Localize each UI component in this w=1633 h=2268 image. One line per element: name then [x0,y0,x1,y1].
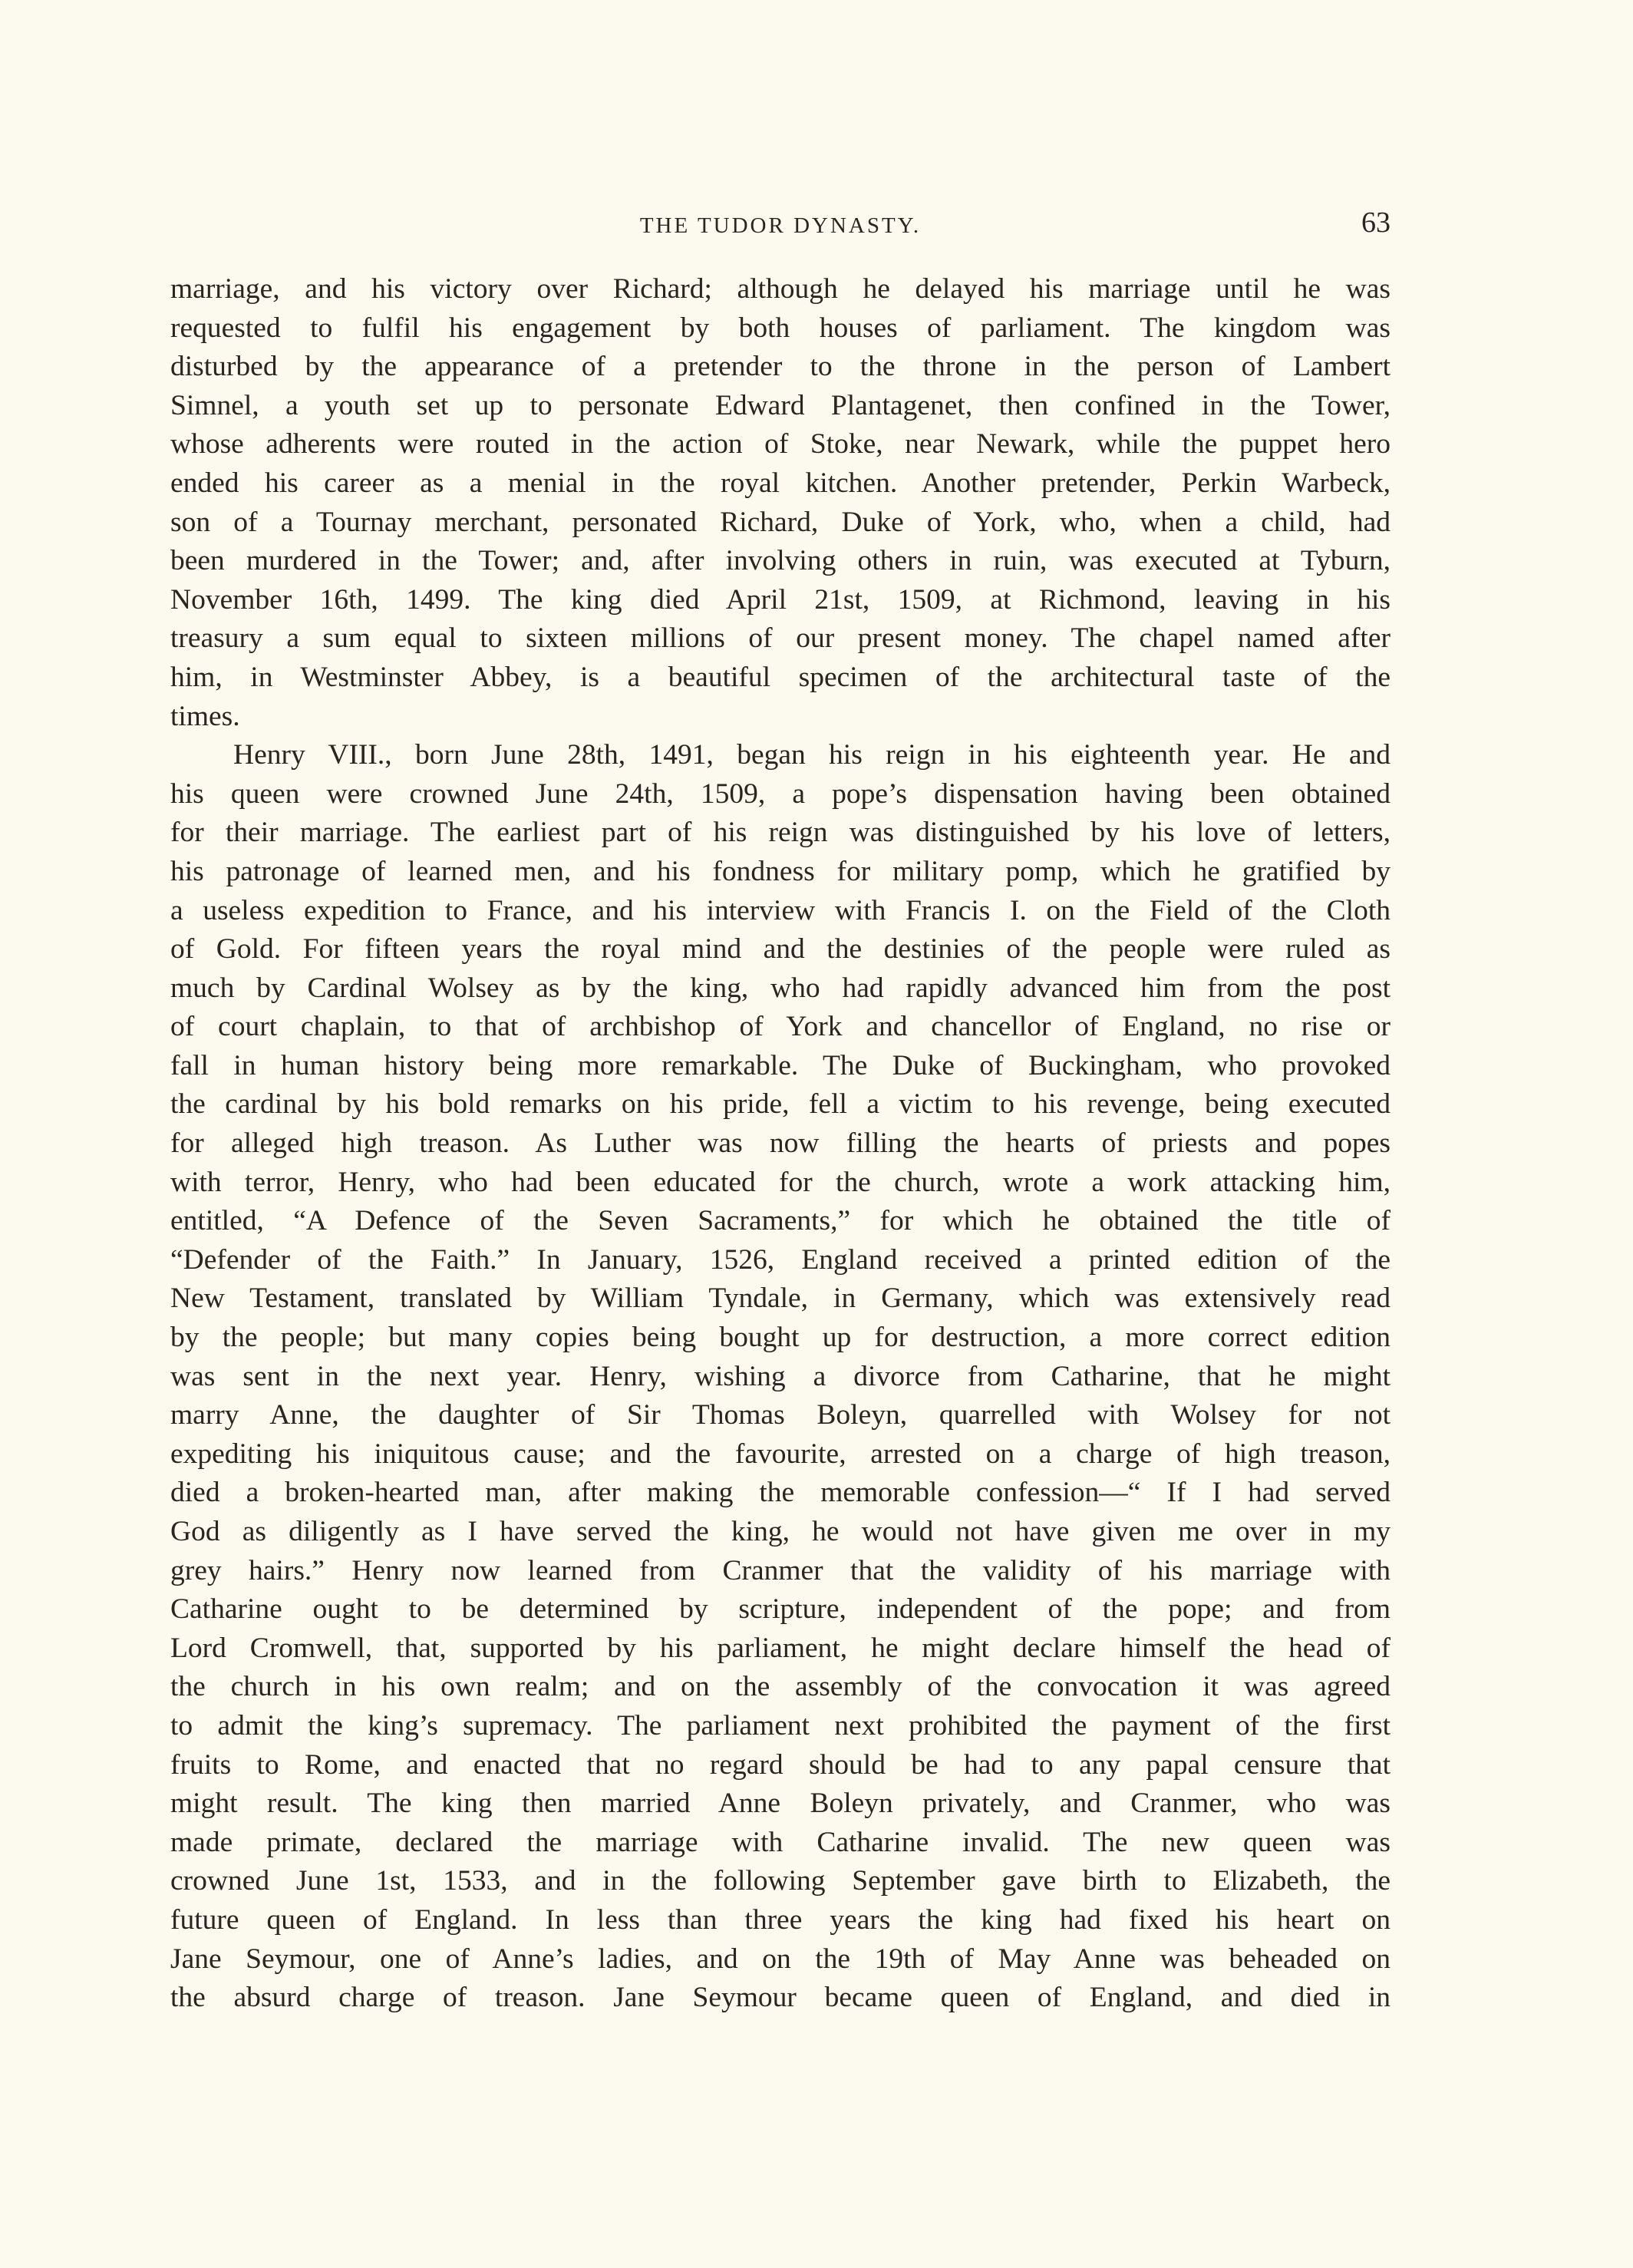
text-line: for alleged high treason. As Luther was now filling the hearts of priests and popes [170,1127,1391,1160]
text-line: “Defender of the Faith.” In January, 1526, England received a printed edition of the [170,1243,1391,1276]
text-line: Henry VIII., born June 28th, 1491, began his reign in his eighteenth year. He and [233,739,1391,771]
text-line [170,2018,1391,2057]
text-line: God as diligently as I have served the king, he would not have given me over in my [170,1516,1391,1547]
text-line: of Gold. For fifteen years the royal mind and the destinies of the people were ruled as [170,933,1391,966]
text-line: his queen were crowned June 24th, 1509, a pope’s dispensation having been obtained [170,777,1391,810]
text-line: requested to fulfil his engagement by both houses of parliament. The kingdom was [170,312,1391,344]
text-line: to admit the king’s supremacy. The parliament next prohibited the payment of the first [170,1709,1391,1741]
text-line: made primate, declared the marriage with Catharine invalid. The new queen was [170,1826,1391,1858]
text-line: a useless expedition to France, and his interview with Francis I. on the Field of the Cloth [170,894,1391,926]
text-line: whose adherents were routed in the action of Stoke, near Newark, while the puppet hero [170,428,1391,461]
text-line: fall in human history being more remarkable. The Duke of Buckingham, who provoked [170,1049,1391,1081]
page-number: 63 [1361,206,1391,239]
text-line: times. [170,700,240,732]
text-line: the absurd charge of treason. Jane Seymour became queen of England, and died in [170,1982,1391,2014]
text-line: New Testament, translated by William Tyndale, in Germany, which was extensively read [170,1283,1391,1315]
text-line: Catharine ought to be determined by scripture, independent of the pope; and from [170,1593,1391,1626]
text-line: grey hairs.” Henry now learned from Cranmer that the validity of his marriage with [170,1554,1391,1586]
text-line: the cardinal by his bold remarks on his pride, fell a victim to his revenge, being executed [170,1088,1391,1121]
text-line: Simnel, a youth set up to personate Edward Plantagenet, then confined in the Tower, [170,389,1391,421]
running-title: THE TUDOR DYNASTY. [639,213,922,238]
text-line: him, in Westminster Abbey, is a beautiful specimen of the architectural taste of the [170,661,1391,693]
text-line: much by Cardinal Wolsey as by the king, who had rapidly advanced him from the post [170,972,1391,1004]
text-line: disturbed by the appearance of a pretender to the throne in the person of Lambert [170,351,1391,383]
text-line: Jane Seymour, one of Anne’s ladies, and on the 19th of May Anne was beheaded on [170,1943,1391,1975]
text-line: the church in his own realm; and on the assembly of the convocation it was agreed [170,1671,1391,1703]
running-head [170,206,1391,244]
text-line: was sent in the next year. Henry, wishing a divorce from Catharine, that he might [170,1360,1391,1392]
text-line: future queen of England. In less than three years the king had fixed his heart on [170,1903,1391,1936]
text-line: his patronage of learned men, and his fondness for military pomp, which he gratified by [170,855,1391,887]
text-line: son of a Tournay merchant, personated Richard, Duke of York, who, when a child, had [170,506,1391,538]
text-line: treasury a sum equal to sixteen millions of our present money. The chapel named after [170,622,1391,655]
text-line: November 16th, 1499. The king died April 21st, 1509, at Richmond, leaving in his [170,583,1391,616]
text-line: Lord Cromwell, that, supported by his parliament, he might declare himself the head of [170,1632,1391,1664]
text-line: entitled, “A Defence of the Seven Sacraments,” for which he obtained the title of [170,1205,1391,1237]
text-line: ended his career as a menial in the royal kitchen. Another pretender, Perkin Warbeck, [170,467,1391,499]
text-line: died a broken-hearted man, after making the memorable confession—“ If I had served [170,1477,1391,1509]
text-line: fruits to Rome, and enacted that no regard should be had to any papal censure that [170,1748,1391,1781]
text-line: by the people; but many copies being bought up for destruction, a more correct edition [170,1322,1391,1354]
text-line: been murdered in the Tower; and, after involving others in ruin, was executed at Tyburn, [170,545,1391,577]
text-line: marry Anne, the daughter of Sir Thomas Boleyn, quarrelled with Wolsey for not [170,1399,1391,1431]
body-text [170,270,1391,2095]
text-line: marriage, and his victory over Richard; although he delayed his marriage until he was [170,273,1391,305]
text-line: for their marriage. The earliest part of his reign was distinguished by his love of letters, [170,817,1391,849]
text-line [170,2056,1391,2095]
text-line: of court chaplain, to that of archbishop of York and chancellor of England, no rise or [170,1011,1391,1043]
text-line: might result. The king then married Anne Boleyn privately, and Cranmer, who was [170,1788,1391,1820]
text-line: crowned June 1st, 1533, and in the following September gave birth to Elizabeth, the [170,1865,1391,1897]
text-line: with terror, Henry, who had been educated for the church, wrote a work attacking him, [170,1166,1391,1198]
text-line: expediting his iniquitous cause; and the favourite, arrested on a charge of high treason, [170,1438,1391,1470]
